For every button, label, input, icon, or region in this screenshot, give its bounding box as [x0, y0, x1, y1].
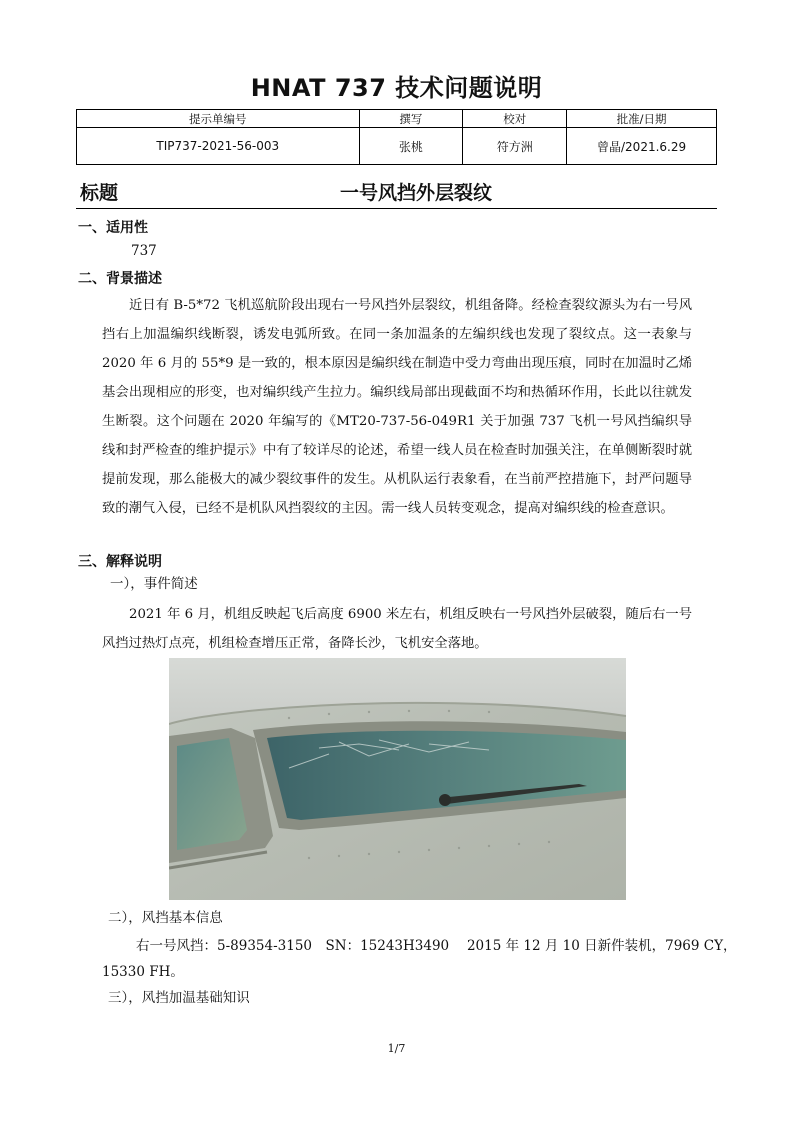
- subsection-windshield-info: 二），风挡基本信息: [108, 910, 223, 926]
- windshield-info-line-2: 15330 FH。: [102, 964, 184, 980]
- divider: [76, 208, 717, 209]
- header-tip-number: 提示单编号: [77, 110, 360, 128]
- info-table-value-row: [77, 128, 717, 165]
- section-applicability-heading: 一、适用性: [78, 220, 148, 236]
- info-table-header-row: [77, 110, 717, 128]
- event-paragraph: 2021 年 6 月，机组反映起飞后高度 6900 米左右，机组反映右一号风挡外层破裂，随后右一号风挡过热灯点亮，机组检查增压正常，备降长沙，飞机安全落地。: [102, 607, 692, 651]
- background-paragraph: 近日有 B-5*72 飞机巡航阶段出现右一号风挡外层裂纹，机组备降。经检查裂纹源头为右一号风挡右上加温编织线断裂，诱发电弧所致。在同一条加温条的左编织线也发现了裂纹点。这一表象与 2020 年 6 月的 55*9 是一致的，根本原因是编织线在制造中受力弯曲出现压痕，同时在加温时乙烯基会出现相应的形变，也对编织线产生拉力。编织线局部出现截面不均和热循环作用，长此以往就发生断裂。这个问题在 2020 年编写的《MT20-737-56-049R1 关于加强 737 飞机一号风挡编织导线和封严检查的维护提示》中有了较详尽的论述，希望一线人员在检查时加强关注，在单侧断裂时就提前发现，那么能极大的减少裂纹事件的发生。从机队运行表象看，在当前严控措施下，封严问题导致的潮气入侵，已经不是机队风挡裂纹的主因。需一线人员转变观念，提高对编织线的检查意识。: [102, 298, 692, 516]
- header-author: 撰写: [359, 110, 463, 128]
- header-reviewer: 校对: [463, 110, 567, 128]
- applicability-text: 737: [131, 243, 157, 259]
- tip-number: TIP737-2021-56-003: [77, 128, 360, 165]
- author: 张桃: [359, 128, 463, 165]
- section-background-heading: 二、背景描述: [78, 271, 162, 287]
- header-approval-date: 批准/日期: [567, 110, 717, 128]
- document-title: HNAT 737 技术问题说明: [250, 74, 543, 102]
- subject-title: 一号风挡外层裂纹: [340, 182, 493, 204]
- subsection-heating-basics: 三），风挡加温基础知识: [108, 990, 250, 1006]
- page-number: 1/7: [387, 1042, 406, 1055]
- windshield-info-line-1: 右一号风挡：5-89354-3150 SN：15243H3490 2015 年 12 月 10 日新件装机，7969 CY，: [136, 938, 737, 954]
- reviewer: 符方洲: [463, 128, 567, 165]
- approval-date: 曾晶/2021.6.29: [567, 128, 717, 165]
- subject-label: 标题: [80, 182, 119, 204]
- section-explanation-heading: 三、解释说明: [78, 554, 162, 570]
- info-table: [76, 109, 717, 165]
- windshield-crack-photo: [169, 658, 626, 900]
- subsection-event-summary: 一），事件简述: [110, 576, 198, 592]
